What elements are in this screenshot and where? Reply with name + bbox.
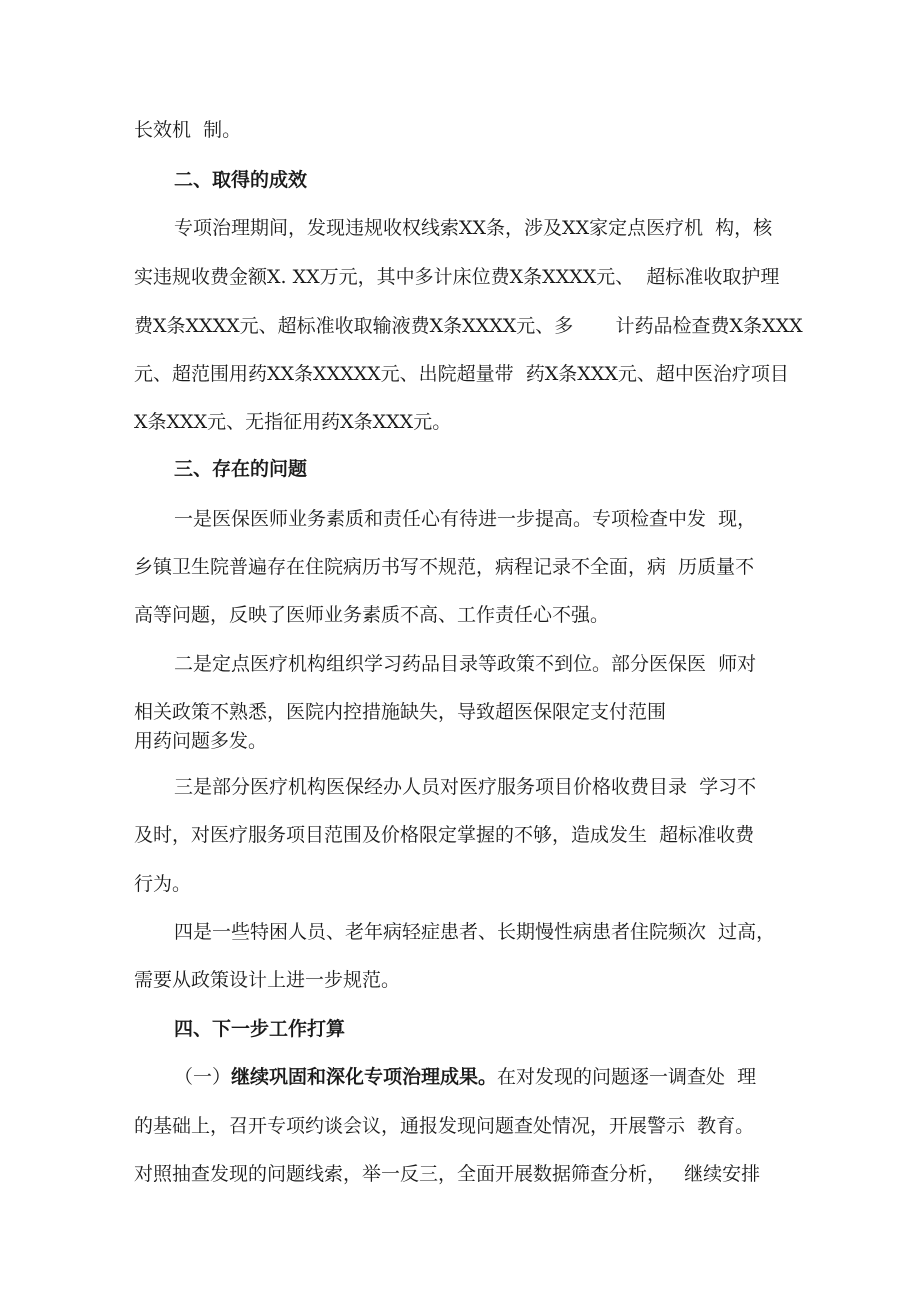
paragraph-line: 一是医保医师业务素质和责任心有待进一步提高。专项检查中发 现， xyxy=(174,508,757,530)
paragraph-line xyxy=(174,1064,756,1090)
paragraph-line: 三是部分医疗机构医保经办人员对医疗服务项目价格收费目录 学习不 xyxy=(174,776,757,798)
paragraph-line: 的基础上，召开专项约谈会议，通报发现问题查处情况，开展警示 教育。 xyxy=(134,1115,755,1137)
subsection-title: 继续巩固和深化专项治理成果。 xyxy=(231,1066,498,1088)
section-heading-problems: 三、存在的问题 xyxy=(174,458,308,480)
paragraph-line: 四是一些特困人员、老年病轻症患者、长期慢性病患者住院频次 过高， xyxy=(174,921,776,943)
section-heading-next-steps: 四、下一步工作打算 xyxy=(174,1018,346,1040)
paragraph-line: 行为。 xyxy=(134,873,192,895)
paragraph-line: 乡镇卫生院普遍存在住院病历书写不规范，病程记录不全面，病 历质量不 xyxy=(134,556,755,578)
paragraph-line: 长效机 制。 xyxy=(134,119,242,141)
paragraph-line: 高等问题，反映了医师业务素质不高、工作责任心不强。 xyxy=(134,604,610,626)
paragraph-line: 相关政策不熟悉，医院内控措施缺失，导致超医保限定支付范围 xyxy=(134,701,667,723)
paragraph-line: 需要从政策设计上进一步规范。 xyxy=(134,969,401,991)
subsection-number: （一） xyxy=(174,1066,232,1088)
paragraph-line: 专项治理期间，发现违规收权线索XX条，涉及XX家定点医疗机 构，核 xyxy=(174,217,773,239)
paragraph-line: X条XXX元、无指征用药X条XXX元。 xyxy=(134,411,452,433)
paragraph-line: 实违规收费金额X. XX万元，其中多计床位费X条XXXX元、 超标准收取护理 xyxy=(134,266,780,288)
paragraph-line: 用药问题多发。 xyxy=(134,730,268,752)
section-heading-results: 二、取得的成效 xyxy=(174,169,308,191)
subsection-text: 在对发现的问题逐一调查处 理 xyxy=(497,1066,757,1088)
paragraph-line: 元、超范围用药XX条XXXXX元、出院超量带 药X条XXX元、超中医治疗项目 xyxy=(134,363,789,385)
paragraph-line: 对照抽查发现的问题线索，举一反三，全面开展数据筛查分析， 继续安排 xyxy=(134,1163,761,1185)
paragraph-line: 二是定点医疗机构组织学习药品目录等政策不到位。部分医保医 师对 xyxy=(174,653,757,675)
paragraph-line: 费X条XXXX元、超标准收取输液费X条XXXX元、多 计药品检查费X条XXX xyxy=(134,315,803,337)
paragraph-line: 及时，对医疗服务项目范围及价格限定掌握的不够，造成发生 超标准收费 xyxy=(134,824,755,846)
